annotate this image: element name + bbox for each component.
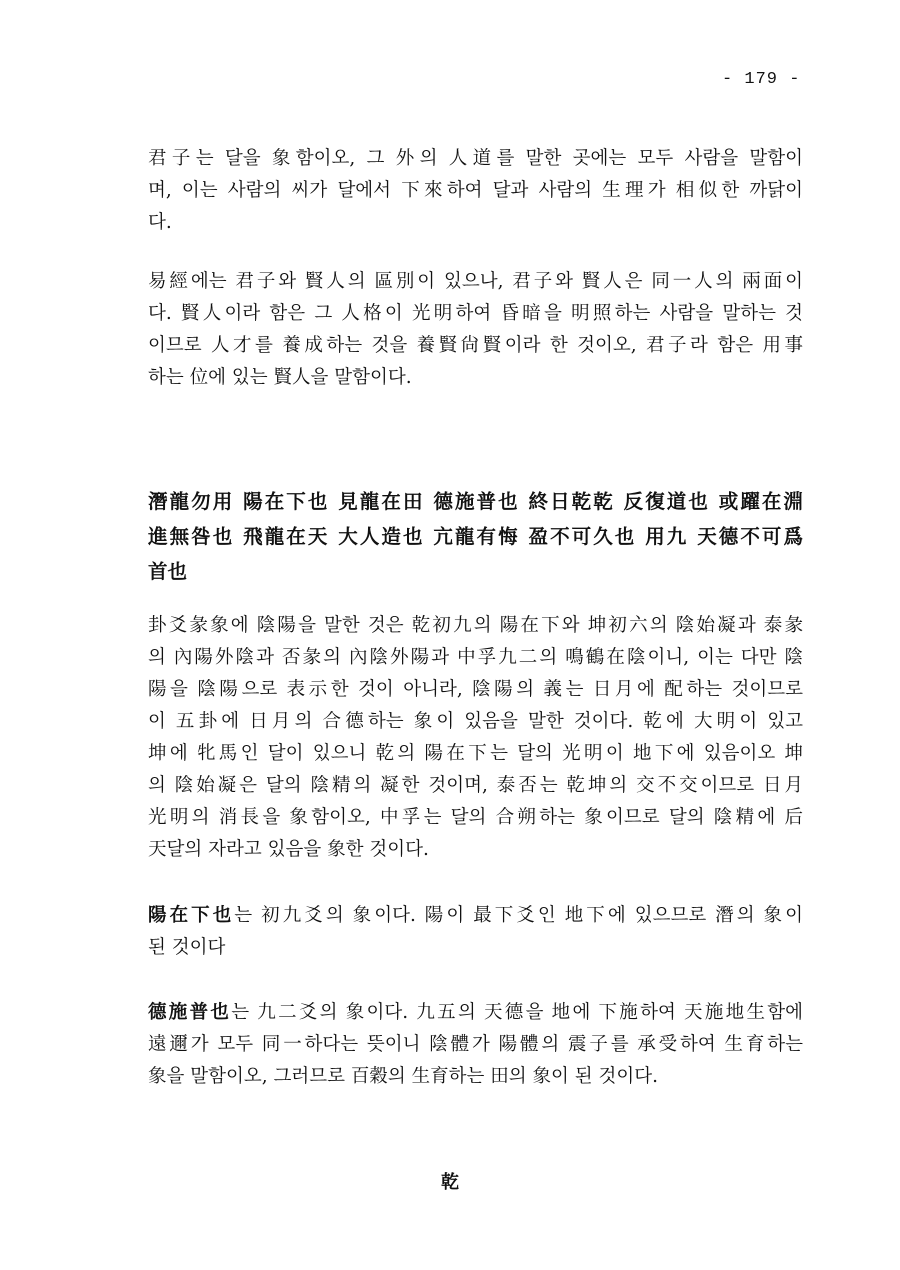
- term-heading: 德施普也: [148, 1002, 232, 1023]
- paragraph-line: 이므로 人才를 養成하는 것을 養賢尙賢이라 한 것이오, 君子라 함은 用事: [148, 335, 803, 356]
- paragraph-line: 君子는 달을 象함이오, 그 外의 人道를 말한 곳에는 모두 사람을 말함이: [148, 148, 803, 169]
- paragraph-line: 다.: [148, 212, 172, 233]
- paragraph-line: 光明의 消長을 象함이오, 中孚는 달의 合朔하는 象이므로 달의 陰精에 后: [148, 807, 803, 828]
- paragraph-2: [148, 266, 803, 394]
- paragraph-1: [148, 143, 803, 239]
- paragraph-line: [148, 997, 803, 1029]
- footer-chapter-label: 乾: [441, 1172, 459, 1193]
- paragraph-5: [148, 900, 803, 964]
- quote-line: 進無咎也 飛龍在天 大人造也 亢龍有悔 盈不可久也 用九 天德不可爲: [148, 525, 803, 548]
- paragraph-line: 易經에는 君子와 賢人의 區別이 있으나, 君子와 賢人은 同一人의 兩面이: [148, 271, 803, 292]
- paragraph-line: 된 것이다: [148, 937, 226, 958]
- paragraph-line: 의 內陽外陰과 否彖의 內陰外陽과 中孚九二의 鳴鶴在陰이니, 이는 다만 陰: [148, 647, 803, 668]
- line-text: 는 九二爻의 象이다. 九五의 天德을 地에 下施하여 天施地生함에: [231, 1002, 803, 1023]
- classic-text-quote: [148, 484, 803, 589]
- paragraph-line: 天달의 자라고 있음을 象한 것이다.: [148, 839, 429, 860]
- paragraph-4: [148, 610, 803, 866]
- paragraph-line: [148, 900, 803, 932]
- term-heading: 陽在下也: [148, 905, 235, 926]
- page-number: - 179 -: [722, 70, 801, 89]
- paragraph-line: 坤에 牝馬인 달이 있으니 乾의 陽在下는 달의 光明이 地下에 있음이오 坤: [148, 743, 803, 764]
- paragraph-line: 卦爻彖象에 陰陽을 말한 것은 乾初九의 陽在下와 坤初六의 陰始凝과 泰彖: [148, 615, 803, 636]
- paragraph-line: 象을 말함이오, 그러므로 百穀의 生育하는 田의 象이 된 것이다.: [148, 1066, 658, 1087]
- paragraph-line: 이 五卦에 日月의 合德하는 象이 있음을 말한 것이다. 乾에 大明이 있고: [148, 711, 803, 732]
- paragraph-line: 遠邇가 모두 同一하다는 뜻이니 陰體가 陽體의 震子를 承受하여 生育하는: [148, 1034, 803, 1055]
- quote-line: 首也: [148, 560, 188, 583]
- paragraph-6: [148, 997, 803, 1093]
- paragraph-line: 하는 位에 있는 賢人을 말함이다.: [148, 367, 412, 388]
- paragraph-line: 며, 이는 사람의 씨가 달에서 下來하여 달과 사람의 生理가 相似한 까닭이: [148, 180, 803, 201]
- paragraph-line: 陽을 陰陽으로 表示한 것이 아니라, 陰陽의 義는 日月에 配하는 것이므로: [148, 679, 803, 700]
- line-text: 는 初九爻의 象이다. 陽이 最下爻인 地下에 있으므로 潛의 象이: [234, 905, 803, 926]
- quote-line: 潛龍勿用 陽在下也 見龍在田 德施普也 終日乾乾 反復道也 或躍在淵: [148, 490, 803, 513]
- paragraph-line: 의 陰始凝은 달의 陰精의 凝한 것이며, 泰否는 乾坤의 交不交이므로 日月: [148, 775, 803, 796]
- paragraph-line: 다. 賢人이라 함은 그 人格이 光明하여 昏暗을 明照하는 사람을 말하는 것: [148, 303, 803, 324]
